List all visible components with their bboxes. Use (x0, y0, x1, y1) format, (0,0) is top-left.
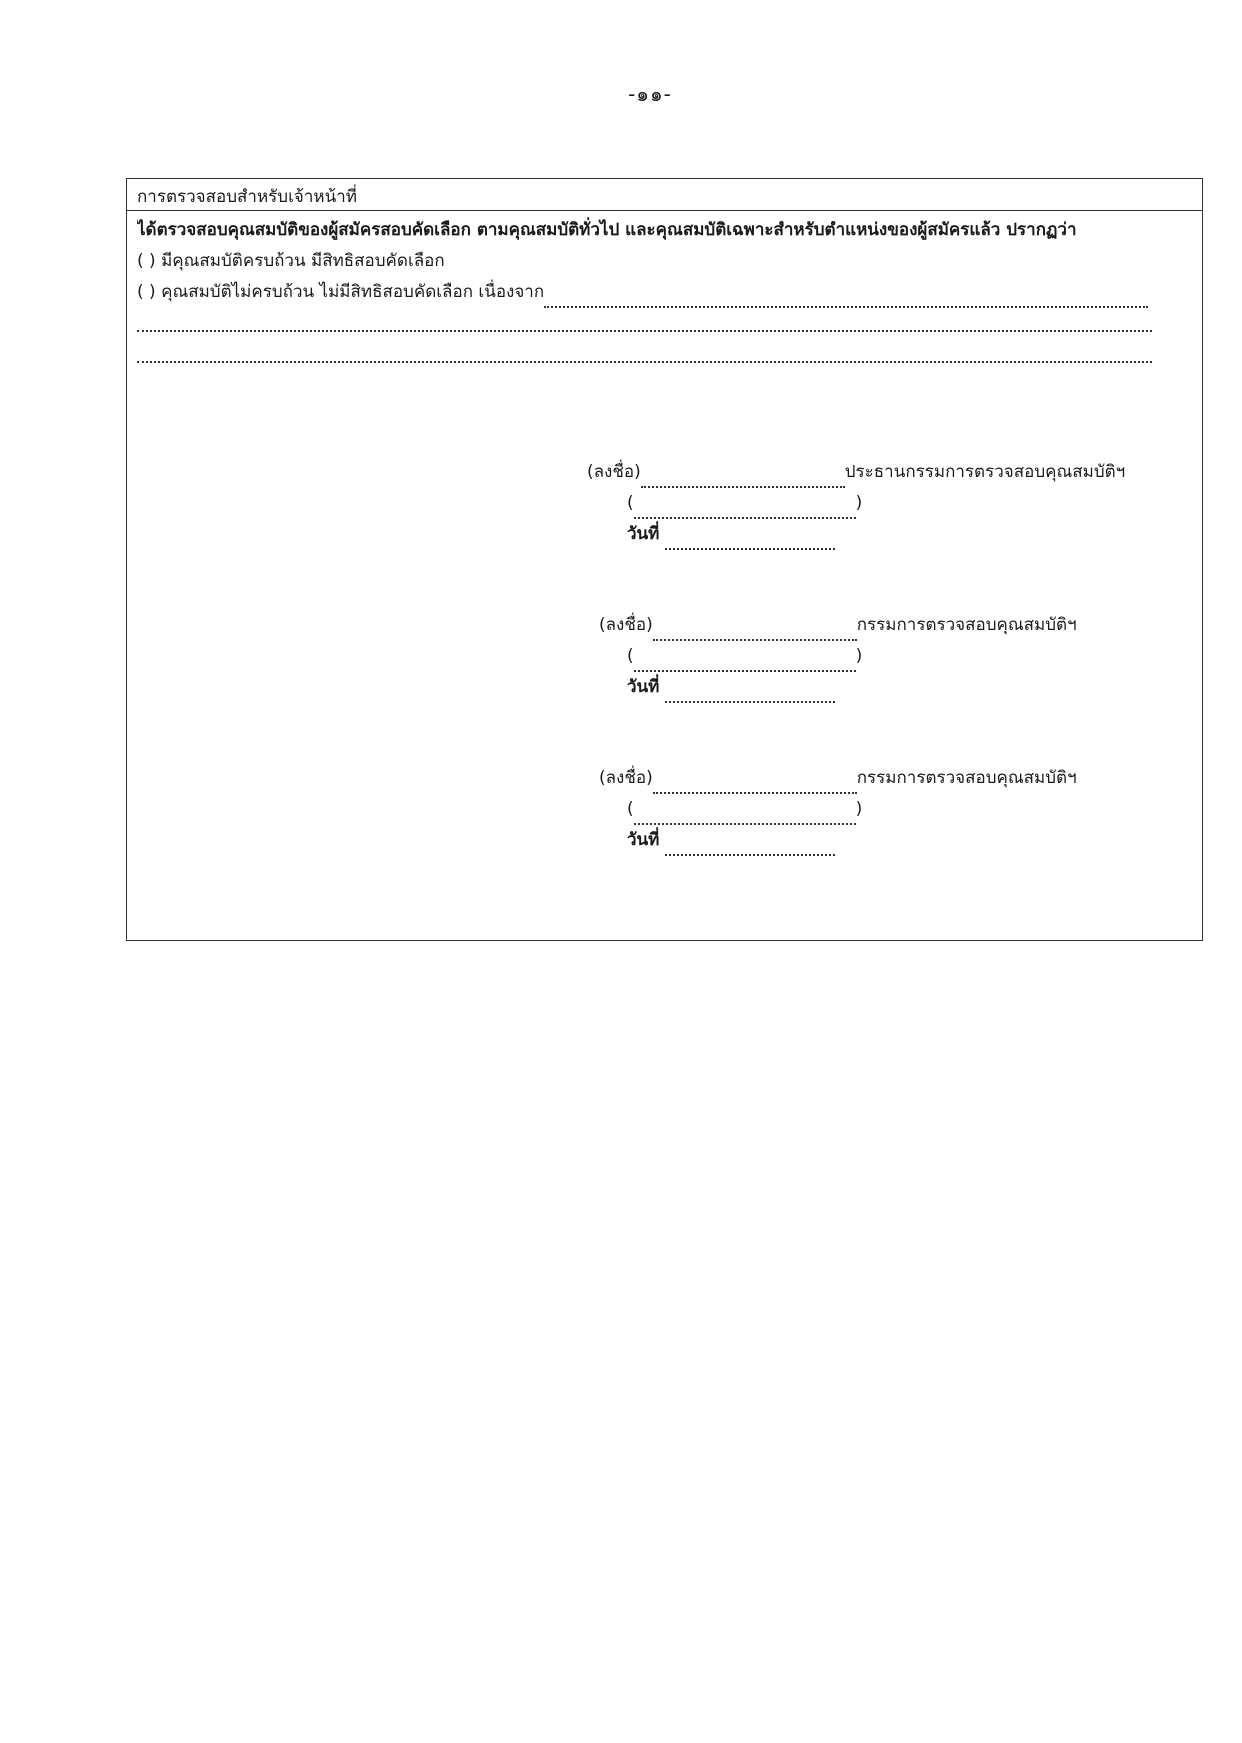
name-close-paren: ) (855, 646, 863, 666)
signature-dotted-line[interactable] (641, 468, 845, 488)
date-label: วันที่ (627, 830, 660, 850)
check-statement: ได้ตรวจสอบคุณสมบัติของผู้สมัครสอบคัดเลือก ตามคุณสมบัติทั่วไป และคุณสมบัติเฉพาะสำหรับตำแหน่งของผู้สมัครแล้ว ปรากฏว่า (137, 220, 1077, 240)
signature-block-chair (587, 457, 1125, 550)
signature-role: ประธานกรรมการตรวจสอบคุณสมบัติฯ (844, 462, 1126, 482)
option-qualified: ( ) มีคุณสมบัติครบถ้วน มีสิทธิสอบคัดเลือก (137, 251, 445, 271)
name-close-paren: ) (855, 799, 863, 819)
name-dotted-line[interactable] (634, 499, 856, 519)
reason-dotted-line-2[interactable] (137, 308, 1192, 339)
signature-role: กรรมการตรวจสอบคุณสมบัติฯ (856, 615, 1077, 635)
officer-check-box (126, 178, 1203, 941)
reason-dotted-line[interactable] (544, 288, 1148, 308)
name-open-paren: ( (627, 799, 634, 819)
name-open-paren: ( (627, 646, 634, 666)
box-header: การตรวจสอบสำหรับเจ้าหน้าที่ (127, 179, 1202, 211)
signature-dotted-line[interactable] (653, 621, 857, 641)
page-number: -๑๑- (628, 82, 672, 106)
option-unqualified: ( ) คุณสมบัติไม่ครบถ้วน ไม่มีสิทธิสอบคัดเลือก เนื่องจาก (137, 282, 545, 302)
name-dotted-line[interactable] (634, 805, 856, 825)
signature-block-member-1 (599, 610, 1077, 703)
date-label: วันที่ (627, 677, 660, 697)
signature-block-member-2 (599, 763, 1077, 856)
box-body (127, 211, 1202, 370)
date-dotted-line[interactable] (665, 683, 835, 703)
signature-dotted-line[interactable] (653, 774, 857, 794)
reason-dotted-line-3[interactable] (137, 339, 1192, 370)
date-label: วันที่ (627, 524, 660, 544)
sign-label: (ลงชื่อ) (599, 615, 653, 635)
option-unqualified-row (137, 277, 1192, 308)
name-close-paren: ) (855, 493, 863, 513)
signature-role: กรรมการตรวจสอบคุณสมบัติฯ (856, 768, 1077, 788)
name-open-paren: ( (627, 493, 634, 513)
name-dotted-line[interactable] (634, 652, 856, 672)
date-dotted-line[interactable] (665, 836, 835, 856)
date-dotted-line[interactable] (665, 530, 835, 550)
sign-label: (ลงชื่อ) (587, 462, 641, 482)
sign-label: (ลงชื่อ) (599, 768, 653, 788)
